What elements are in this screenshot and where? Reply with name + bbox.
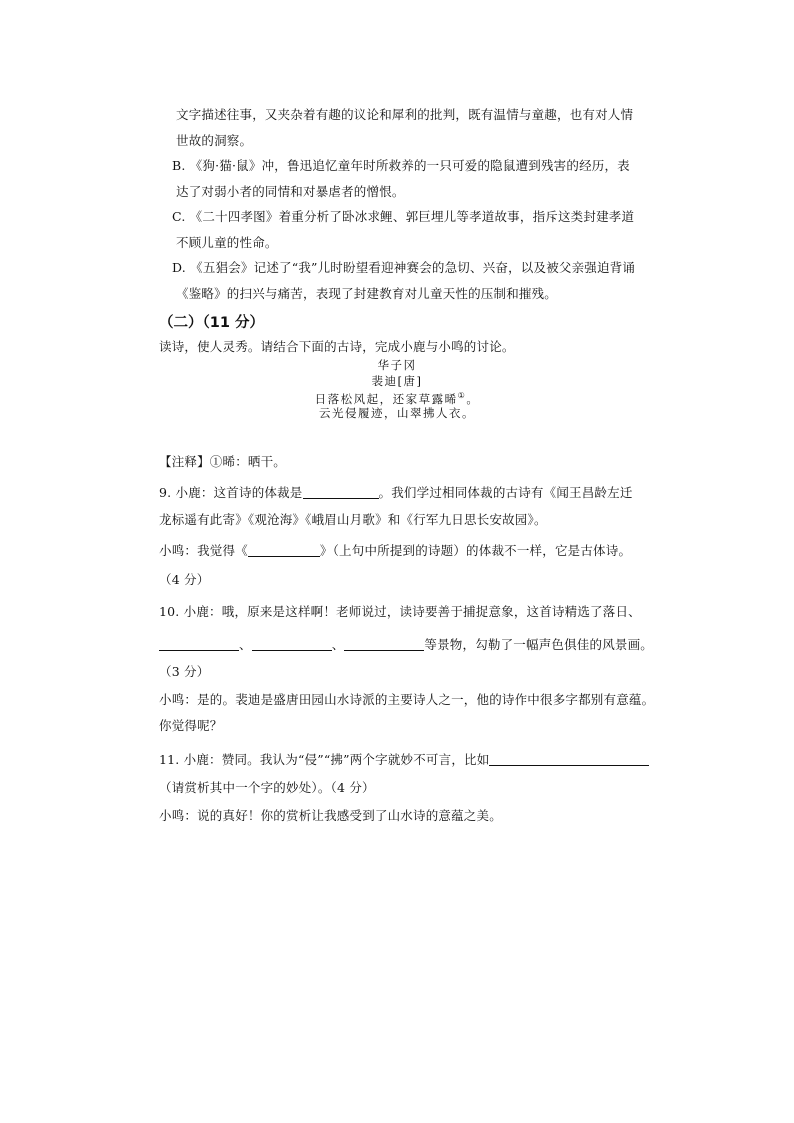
footnote-marker: ① [457, 391, 467, 400]
q10-score: （3 分） [159, 664, 210, 679]
q10-imagery-blank-1[interactable] [159, 638, 239, 651]
poem-note: 【注释】①晞：晒干。 [159, 454, 287, 469]
q10-imagery-blank-3[interactable] [344, 638, 424, 651]
q11-answer-blank[interactable] [489, 753, 649, 766]
q11-reply: 小鸣：说的真好！你的赏析让我感受到了山水诗的意蕴之美。 [159, 808, 502, 823]
poem-line-1-text: 日落松风起，还家草露晞 [314, 391, 458, 406]
q9-poem-title-answer-blank[interactable] [248, 544, 320, 557]
option-c-text-line-2: 不顾儿童的性命。 [176, 235, 278, 250]
q11-line-2: （请赏析其中一个字的妙处）。（4 分） [159, 780, 375, 795]
q11-line-1 [159, 753, 649, 767]
q9-score: （4 分） [159, 572, 210, 587]
poem-author: 裴迪[唐] [371, 374, 423, 388]
q10-separator-1: 、 [239, 637, 252, 652]
q10-line-2 [159, 638, 653, 652]
q10-separator-2: 、 [331, 637, 345, 652]
option-a-text-line-1: 文字描述往事，又夹杂着有趣的议论和犀利的批判，既有温情与童趣，也有对人情 [176, 107, 634, 122]
option-b-text-line-2: 达了对弱小者的同情和对暴虐者的憎恨。 [176, 184, 405, 199]
q9-prompt-start: 9. 小鹿：这首诗的体裁是 [159, 485, 303, 500]
poem-line-2: 云光侵履迹，山翠拂人衣。 [319, 406, 475, 420]
q9-line-2: 龙标遥有此寄》《观沧海》《峨眉山月歌》和《行军九日思长安故园》。 [159, 512, 547, 527]
poem-title: 华子冈 [377, 358, 417, 372]
poem-line-1 [0, 392, 794, 405]
option-b-text-line-1: B. 《狗·猫·鼠》冲，鲁迅追忆童年时所救养的一只可爱的隐鼠遭到残害的经历，表 [172, 158, 630, 173]
q11-prompt: 11. 小鹿：赞同。我认为“侵”“拂”两个字就妙不可言，比如 [159, 752, 490, 767]
q10-reply-line-2: 你觉得呢？ [159, 718, 223, 733]
option-d-text-line-1: D. 《五猖会》记述了“我”儿时盼望看迎神赛会的急切、兴奋，以及被父亲强迫背诵 [172, 260, 636, 275]
option-d-text-line-2: 《鉴略》的扫兴与痛苦，表现了封建教育对儿童天性的压制和摧残。 [176, 286, 558, 301]
q10-imagery-blank-2[interactable] [252, 638, 332, 651]
q10-line-1: 10. 小鹿：哦，原来是这样啊！老师说过，读诗要善于捕捉意象，这首诗精选了落日、 [159, 604, 641, 619]
q10-reply-line-1: 小鸣：是的。裴迪是盛唐田园山水诗派的主要诗人之一，他的诗作中很多字都别有意蕴。 [159, 692, 655, 707]
q9-prompt-end: 。我们学过相同体裁的古诗有《闻王昌龄左迁 [378, 485, 633, 500]
q10-line-2-end: 等景物，勾勒了一幅声色俱佳的风景画。 [424, 637, 654, 652]
section-intro: 读诗，使人灵秀。请结合下面的古诗，完成小鹿与小鸣的讨论。 [159, 339, 515, 354]
option-a-text-line-2: 世故的洞察。 [176, 133, 253, 148]
q9-reply-end: 》（上句中所提到的诗题）的体裁不一样，它是古体诗。 [319, 543, 632, 558]
q9-reply-start: 小鸣：我觉得《 [159, 543, 248, 558]
q9-genre-answer-blank[interactable] [303, 486, 379, 499]
q9-line-3 [159, 544, 631, 558]
poem-line-1-end: 。 [466, 391, 480, 406]
section-heading: （二）（11 分） [159, 315, 264, 331]
q9-line-1 [159, 486, 633, 500]
option-c-text-line-1: C. 《二十四孝图》着重分析了卧冰求鲤、郭巨埋儿等孝道故事，指斥这类封建孝道 [172, 209, 635, 224]
